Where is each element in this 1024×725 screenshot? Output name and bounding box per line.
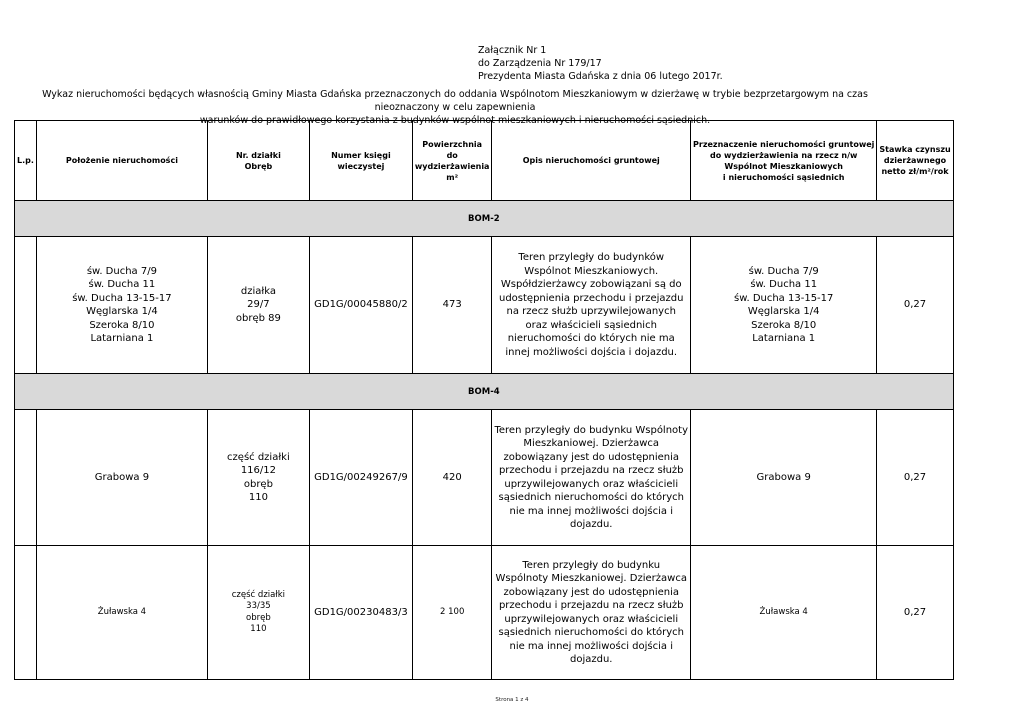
- text-line: nie ma innej możliwości dojścia i: [509, 640, 673, 652]
- ordinance-date: Prezydenta Miasta Gdańska z dnia 06 lutego 2017r.: [478, 71, 723, 82]
- text-line: m²: [446, 172, 459, 182]
- text-line: obręb: [246, 612, 271, 623]
- intro-line-2: warunków do prawidłowego korzystania z budynków wspólnot mieszkaniowych i nieruchomości sąsiednich.: [199, 115, 711, 126]
- table-header-row: [15, 121, 954, 201]
- text-line: Węglarska 1/4: [747, 306, 820, 317]
- text-line: część działki: [231, 589, 286, 600]
- text-line: Żuławska 4: [97, 606, 147, 617]
- header-polozenie: Położenie nieruchomości: [36, 121, 207, 201]
- section-row-bom4: [15, 374, 954, 410]
- header-opis: Opis nieruchomości gruntowej: [492, 121, 691, 201]
- text-line: zobowiązany jest do udostępnienia: [503, 586, 680, 598]
- cell-przeznaczenie: [691, 237, 877, 374]
- text-line: 110: [250, 624, 267, 634]
- text-line: zobowiązany jest do udostępnienia: [503, 451, 680, 463]
- section-label: BOM-4: [15, 374, 954, 410]
- text-line: Wspólnot Mieszkaniowych.: [524, 265, 659, 277]
- cell-przeznaczenie: [691, 546, 877, 680]
- attachment-header: [478, 44, 723, 83]
- text-line: dojazdu.: [569, 519, 613, 530]
- text-line: udostępnienia przechodu i przejazdu: [499, 292, 684, 304]
- cell-powierzchnia: 2 100: [412, 546, 492, 680]
- header-nr-dzialki: [207, 121, 309, 201]
- header-przeznaczenie: [691, 121, 877, 201]
- text-line: dzierżawnego: [883, 156, 947, 165]
- text-line: Teren przyległy do budynku: [522, 559, 661, 571]
- text-line: Teren przyległy do budynku Wspólnoty: [494, 424, 689, 436]
- text-line: do: [446, 150, 458, 160]
- text-line: Współdzierżawcy zobowiązani są do: [500, 279, 682, 290]
- text-line: oraz właścicieli sąsiednich: [525, 319, 657, 331]
- table-row: [15, 546, 954, 680]
- text-line: Grabowa 9: [94, 471, 150, 483]
- cell-ksiega: GD1G/00045880/2: [309, 237, 412, 374]
- text-line: Szeroka 8/10: [751, 319, 817, 331]
- attachment-number: Załącznik Nr 1: [478, 45, 547, 56]
- text-line: i nieruchomości sąsiednich: [722, 172, 845, 182]
- page-number: Strona 1 z 4: [495, 697, 529, 703]
- text-line: innej możliwości dojścia i dojazdu.: [505, 346, 678, 358]
- cell-dzialka: [207, 546, 309, 680]
- cell-polozenie: [36, 410, 207, 546]
- text-line: Latarniana 1: [90, 333, 154, 344]
- cell-stawka: 0,27: [877, 237, 953, 374]
- cell-dzialka: [207, 237, 309, 374]
- table-row: [15, 237, 954, 374]
- cell-lp: [15, 410, 37, 546]
- text-line: Latarniana 1: [752, 333, 816, 344]
- text-line: uprzywilejowanych oraz właścicieli: [504, 613, 679, 625]
- text-line: św. Ducha 11: [88, 279, 156, 290]
- header-lp: L.p.: [15, 121, 37, 201]
- text-line: część działki: [227, 451, 290, 463]
- cell-powierzchnia: 420: [412, 410, 492, 546]
- text-line: przechodu i przejazdu na rzecz służb: [498, 465, 684, 476]
- ordinance-number: do Zarządzenia Nr 179/17: [478, 58, 602, 69]
- text-line: 110: [248, 492, 268, 503]
- cell-przeznaczenie: [691, 410, 877, 546]
- text-line: św. Ducha 11: [750, 279, 818, 290]
- text-line: Powierzchnia: [422, 139, 483, 149]
- text-line: 33/35: [246, 601, 271, 611]
- section-row-bom2: [15, 201, 954, 237]
- text-line: uprzywilejowanych oraz właścicieli: [504, 478, 679, 490]
- table-row: [15, 410, 954, 546]
- text-line: do wydzierżawienia na rzecz n/w: [709, 150, 858, 160]
- text-line: Teren przyległy do budynków: [518, 252, 665, 263]
- text-line: obręb 89: [235, 312, 281, 324]
- text-line: Szeroka 8/10: [89, 319, 155, 331]
- cell-opis: [492, 546, 691, 680]
- text-line: netto zł/m²/rok: [881, 167, 949, 176]
- section-label: BOM-2: [15, 201, 954, 237]
- text-line: sąsiednich nieruchomości do których: [498, 492, 684, 503]
- cell-opis: [492, 410, 691, 546]
- cell-opis: [492, 237, 691, 374]
- text-line: na rzecz służb uprzywilejowanych: [506, 306, 676, 317]
- cell-stawka: 0,27: [877, 546, 953, 680]
- text-line: Nr. działki: [235, 150, 281, 160]
- text-line: Wspólnoty Mieszkaniowej. Dzierżawca: [495, 573, 687, 584]
- header-ksiega: Numer księgi wieczystej: [309, 121, 412, 201]
- text-line: św. Ducha 7/9: [86, 265, 157, 277]
- header-stawka: [877, 121, 953, 201]
- text-line: wydzierżawienia: [414, 161, 490, 171]
- text-line: obręb: [243, 478, 273, 490]
- text-line: Węglarska 1/4: [86, 306, 158, 317]
- header-powierzchnia: [412, 121, 492, 201]
- cell-powierzchnia: 473: [412, 237, 492, 374]
- text-line: nieruchomości do których nie ma: [507, 333, 675, 344]
- cell-dzialka: [207, 410, 309, 546]
- text-line: Mieszkaniowej. Dzierżawca: [523, 438, 660, 449]
- text-line: dojazdu.: [569, 654, 613, 665]
- text-line: św. Ducha 7/9: [748, 265, 819, 277]
- text-line: nie ma innej możliwości dojścia i: [509, 505, 673, 517]
- text-line: Żuławska 4: [759, 606, 808, 617]
- text-line: działka: [240, 285, 276, 297]
- text-line: Stawka czynszu: [879, 145, 951, 154]
- text-line: 116/12: [240, 465, 276, 476]
- text-line: sąsiednich nieruchomości do których: [498, 627, 684, 638]
- cell-ksiega: GD1G/00230483/3: [309, 546, 412, 680]
- cell-polozenie: [36, 237, 207, 374]
- text-line: 29/7: [247, 299, 270, 311]
- cell-stawka: 0,27: [877, 410, 953, 546]
- text-line: Przeznaczenie nieruchomości gruntowej: [693, 139, 875, 149]
- text-line: Wspólnot Mieszkaniowych: [724, 161, 843, 171]
- text-line: Grabowa 9: [756, 471, 811, 483]
- cell-lp: [15, 237, 37, 374]
- text-line: św. Ducha 13-15-17: [72, 292, 172, 304]
- cell-ksiega: GD1G/00249267/9: [309, 410, 412, 546]
- text-line: św. Ducha 13-15-17: [733, 292, 834, 304]
- text-line: Obręb: [244, 161, 273, 171]
- property-table: [14, 120, 954, 680]
- cell-polozenie: [36, 546, 207, 680]
- intro-line-1: Wykaz nieruchomości będących własnością Gminy Miasta Gdańska przeznaczonych do oddania Wspólnotom Mieszkaniowym w dzierżawę w trybie bezprzetargowym na czas nieoznaczony w celu zapewnienia: [42, 89, 868, 113]
- text-line: przechodu i przejazdu na rzecz służb: [498, 600, 684, 611]
- cell-lp: [15, 546, 37, 680]
